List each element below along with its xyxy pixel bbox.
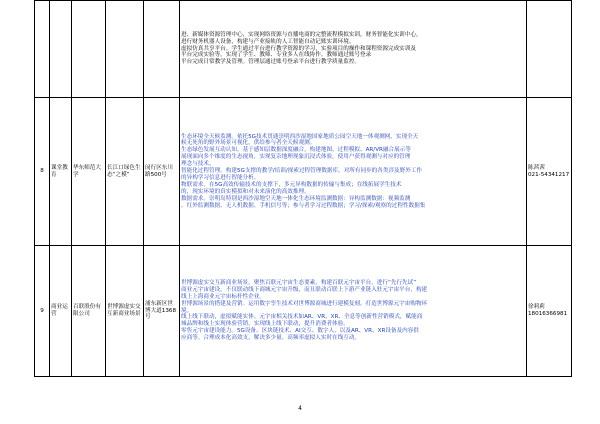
address-cell: [144, 1, 180, 98]
table-row: [35, 246, 572, 377]
table-row: [35, 98, 572, 246]
row-number: 8: [35, 98, 50, 246]
organization-cell: 百联股份有限公司: [72, 246, 106, 377]
scene-cell: 世博源虚实交互新商业场景: [106, 246, 144, 377]
contact-cell: [527, 1, 572, 98]
table-row: [35, 1, 572, 98]
page-number: 4: [298, 405, 302, 412]
row-number: 9: [35, 246, 50, 377]
organization-cell: 华东师范大学: [72, 98, 106, 246]
address-cell: 闵行区东川路500号: [144, 98, 180, 246]
document-table: [34, 0, 572, 377]
content-cell: 生态环境全天候监测。依托5G技术贯通崇明西沙湿地国家地质公园空天地一体观测网，实现全天 候无死角的野外场景可视化，供给参与者全天候观测。 生态绿色发展互动认知。基于感知层数据深度融合，构建地图、过程模拟、AR/VR融合展示等 展现面向多个维度的生态视角，实现复杂地理现象沉浸式体验，使用户获得观测与对应的管理 理念与技术。 智能化过程管理。构建5G支撑的教学/培训/探索过程管理数据库，对所有同步的各类涉及野外工作 的异构学习信息进行智能分析。 物联需求。在5G高效传输技术的支撑下，多元异构数据的传输与集成；在线拓展学生技术 的，现实环境的真实模拟和对未来演化的高效推理。 数据需求。崇明岛特别是西沙湿地空天地一体化生态环境监测数据：异构监测数据：视频监测 、红外监测数据、无人机数据、手机信号等；参与者学习过程数据；学习/探索/观察的过程性数据集: [180, 98, 527, 246]
content-cell: 世博源虚实交互新商业场景，聚焦百联元宇宙生态要素，构建百联元宇宙平台，进行“先行先试” 商业元宇宙建设，不仅联动线下商城元宇宙升级，而且联动百联上下游产业链入驻元宇宙平台，构建 线上上海商业元宇宙标杆性企业。 世博源场景的搭建及营销。运用数字孪生技术对世博源商城进行建模复刻，打造世博源元宇宙购物环 境。 线上线下联动，虚拟赋能实体。元宇宙相关技术如AR、VR、XR、全息等创新性营销模式，赋能商 城品牌和线上实现体验营销，实现线上线下联动，提升消费者体验。 零售元宇宙建设能力。5G设备、区块链技术、AI交互、数字人、以及AR、VR、XR设备及内容供 应商等。合理成本化高效支，解决多少量、高频率虚拟人实时在线互动。: [180, 246, 527, 377]
scene-cell: 长江口绿色生态“之模”: [106, 98, 144, 246]
row-number: [35, 1, 50, 98]
contact-cell: 徐莉莉 18016366981: [527, 246, 572, 377]
scene-cell: [106, 1, 144, 98]
area-cell: [50, 1, 72, 98]
area-cell: 商业运营: [50, 246, 72, 377]
address-cell: 浦东新区世博大道1368号: [144, 246, 180, 377]
area-cell: 课堂教育: [50, 98, 72, 246]
organization-cell: [72, 1, 106, 98]
content-cell: 进、新媒体资源管理中心，实现网络资源与直播电商的完整流程模拟实训，财务智能化实训中心， 进行财务机器人设备，构建与产业接轨的人工智能自动记账实训环境。 虚拟仿真共享平台。学生通过平台进行教学资源的学习，实验项目的操作和课程资源完成实训及 平台完成实验等，实现了学生、教师、专业多人在线协作。教师通过账号登录 平台完成日常教学及管理。管理层通过账号登录平台进行教学质量监控。: [180, 1, 527, 98]
contact-cell: 陈茜茜 021-54341217: [527, 98, 572, 246]
